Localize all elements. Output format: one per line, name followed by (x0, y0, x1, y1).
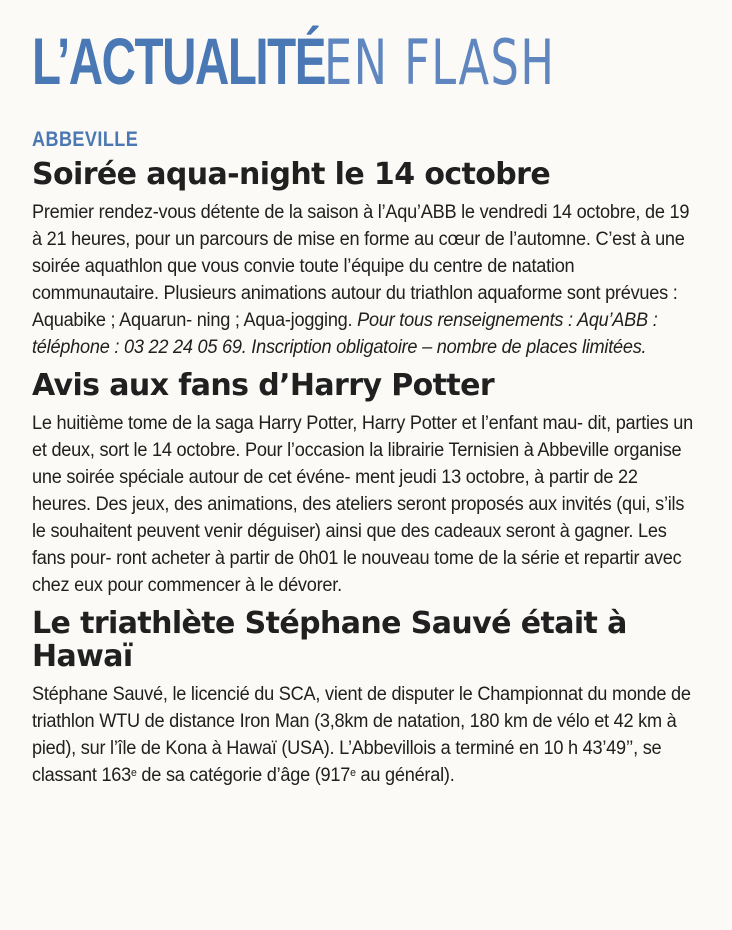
article-title: Avis aux fans d’Harry Potter (32, 368, 495, 403)
ordinal-superscript: e (131, 767, 137, 779)
masthead-title-light: EN FLASH (324, 26, 556, 99)
article-aqua-night (32, 158, 698, 361)
article-body-text: de sa catégorie d’âge (917 (136, 765, 351, 786)
article-body (32, 199, 700, 361)
article-harry-potter (32, 369, 698, 599)
article-body-text: Stéphane Sauvé, le licencié du SCA, vient de disputer le Championnat du monde de triathlon WTU de distance Iron Man (3,8km de natation, 180 km de vélo et 42 km à pied), sur l’île de Kona à Hawaï (USA). L’Abbevillois a terminé en 10 h 43’49’’, se classant 163 (32, 684, 691, 786)
masthead (32, 24, 698, 112)
masthead-title-bold: L’ACTUALITÉ (32, 24, 326, 98)
article-triathlete (32, 607, 698, 789)
article-body-text: au général). (355, 765, 455, 786)
article-title: Soirée aqua-night le 14 octobre (32, 157, 551, 192)
article-info-text: Pour tous renseignements : Aqu’ABB : téléphone : 03 22 24 05 69. Inscription obligatoire – nombre de places limitées. (32, 310, 658, 358)
section-label: ABBEVILLE (32, 128, 139, 151)
ordinal-superscript: e (350, 767, 356, 779)
article-body: Le huitième tome de la saga Harry Potter, Harry Potter et l’enfant mau- dit, parties un et deux, sort le 14 octobre. Pour l’occasion la librairie Ternisien à Abbeville organise une soirée spéciale autour de cet événe- ment jeudi 13 octobre, à partir de 22 heures. Des jeux, des animations, des ateliers seront proposés aux invités (qui, s’ils le souhaitent peuvent venir déguiser) ainsi que des cadeaux seront à gagner. Les fans pour- ront acheter à partir de 0h01 le nouveau tome de la série et repartir avec chez eux pour commencer à le dévorer. (32, 413, 694, 596)
article-body-text: Premier rendez-vous détente de la saison à l’Aqu’ABB le vendredi 14 octobre, de 19 à 21 heures, pour un parcours de mise en forme au cœur de l’automne. C’est à une soirée aquathlon que vous convie toute l’équipe du centre de natation communautaire. Plusieurs animations autour du triathlon aquaforme sont prévues : Aquabike ; Aquarun- ning ; Aqua-jogging. (32, 202, 690, 331)
article-title: Le triathlète Stéphane Sauvé était à Hawaï (32, 606, 627, 674)
article-body (32, 681, 700, 789)
